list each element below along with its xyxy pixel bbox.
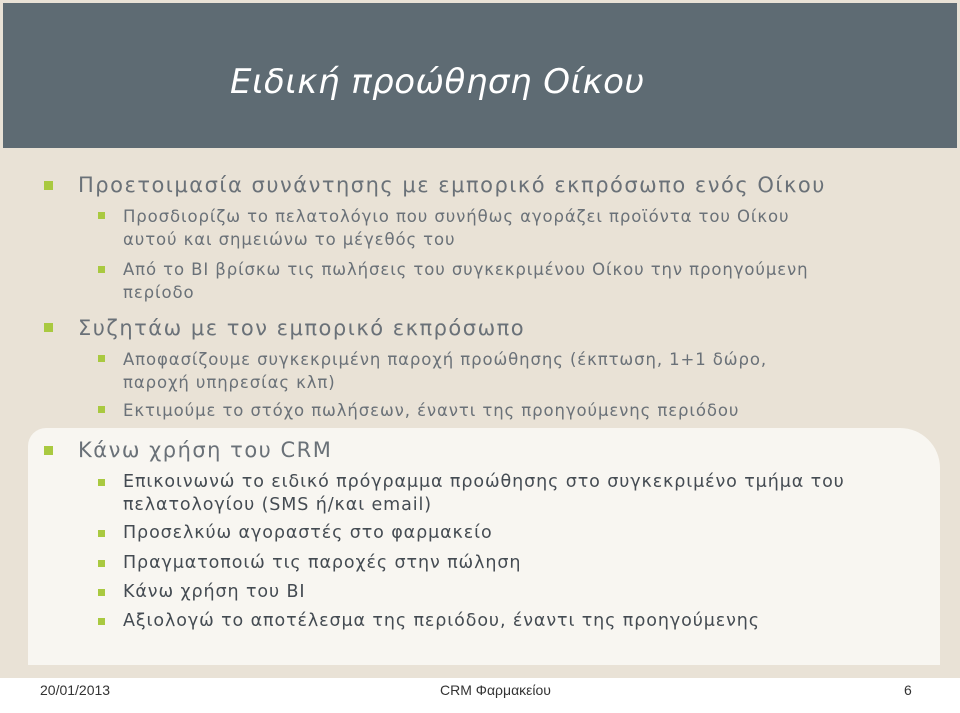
sub-bullet-2-1a: Αποφασίζουμε συγκεκριμένη παροχή προώθησης (έκπτωση, 1+1 δώρο,	[123, 350, 768, 369]
bullet-marker	[44, 446, 53, 455]
footer-title: CRM Φαρμακείου	[440, 682, 551, 698]
sub-bullet-1-2b: περίοδο	[123, 283, 195, 302]
sub-bullet-3-1b: πελατολογίου (SMS ή/και email)	[123, 495, 432, 515]
sub-bullet-1-1b: αυτού και σημειώνω το μέγεθός του	[123, 230, 456, 249]
bullet-marker	[44, 323, 53, 332]
sub-bullet-marker	[98, 266, 105, 273]
sub-bullet-2-1b: παροχή υπηρεσίας κλπ)	[123, 373, 336, 392]
bullet-marker	[44, 181, 53, 190]
page-number: 6	[904, 682, 912, 698]
sub-bullet-3-2: Προσελκύω αγοραστές στο φαρμακείο	[123, 523, 493, 543]
footer-date: 20/01/2013	[40, 682, 111, 698]
sub-bullet-1-1a: Προσδιορίζω το πελατολόγιο που συνήθως αγοράζει προϊόντα του Οίκου	[123, 207, 790, 226]
slide-title: Ειδική προώθηση Οίκου	[230, 62, 645, 102]
sub-bullet-marker	[98, 479, 105, 486]
sub-bullet-marker	[98, 589, 105, 596]
bullet-2: Συζητάω με τον εμπορικό εκπρόσωπο	[78, 316, 526, 340]
sub-bullet-marker	[98, 560, 105, 567]
sub-bullet-marker	[98, 406, 105, 413]
bullet-3: Κάνω χρήση του CRM	[78, 438, 333, 462]
sub-bullet-3-3: Πραγματοποιώ τις παροχές στην πώληση	[123, 553, 522, 573]
sub-bullet-marker	[98, 212, 105, 219]
sub-bullet-3-5: Αξιολογώ το αποτέλεσμα της περιόδου, έναντι της προηγούμενης	[123, 611, 760, 631]
sub-bullet-marker	[98, 530, 105, 537]
bullet-1: Προετοιμασία συνάντησης με εμπορικό εκπρόσωπο ενός Οίκου	[78, 173, 826, 197]
sub-bullet-2-2: Εκτιμούμε το στόχο πωλήσεων, έναντι της προηγούμενης περιόδου	[123, 401, 740, 420]
sub-bullet-1-2a: Από το BI βρίσκω τις πωλήσεις του συγκεκριμένου Οίκου την προηγούμενη	[123, 260, 809, 279]
sub-bullet-3-1a: Επικοινωνώ το ειδικό πρόγραμμα προώθησης στο συγκεκριμένο τμήμα του	[123, 472, 845, 492]
sub-bullet-marker	[98, 618, 105, 625]
sub-bullet-marker	[98, 355, 105, 362]
sub-bullet-3-4: Κάνω χρήση του BI	[123, 582, 306, 602]
